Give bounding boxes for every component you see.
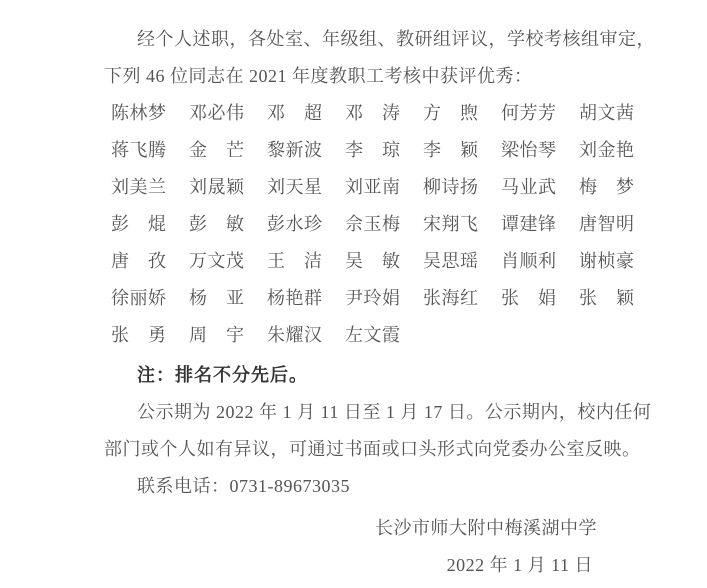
name-cell: 何芳芳 <box>501 103 557 123</box>
intro-line-1: 经个人述职，各处室、年级组、教研组评议，学校考核组审定， <box>137 29 655 49</box>
name-cell: 陈林梦 <box>111 103 167 123</box>
name-row-6 <box>104 280 647 317</box>
name-cell: 刘亚南 <box>345 177 401 197</box>
name-cell: 马业武 <box>501 177 557 197</box>
name-cell: 彭水珍 <box>267 214 323 234</box>
name-row-2 <box>104 132 647 169</box>
name-cell: 周 宇 <box>189 325 245 345</box>
name-cell: 宋翔飞 <box>423 214 479 234</box>
intro-line-2: 下列 46 位同志在 2021 年度教职工考核中获评优秀： <box>104 66 533 86</box>
name-row-7 <box>104 317 647 354</box>
name-cell: 杨 亚 <box>189 288 245 308</box>
ranking-note: 注：排名不分先后。 <box>137 365 308 385</box>
name-cell: 唐智明 <box>579 214 635 234</box>
name-cell: 蒋飞腾 <box>111 140 167 160</box>
name-cell: 谭建锋 <box>501 214 557 234</box>
name-cell: 梁怡琴 <box>501 140 557 160</box>
name-cell: 佘玉梅 <box>345 214 401 234</box>
name-cell: 柳诗扬 <box>423 177 479 197</box>
name-cell: 唐 孜 <box>111 251 167 271</box>
contact-phone-line: 联系电话：0731-89673035 <box>137 476 350 496</box>
name-cell: 万文茂 <box>189 251 245 271</box>
publicity-line-2: 部门或个人如有异议，可通过书面或口头形式向党委办公室反映。 <box>104 439 641 459</box>
name-row-1 <box>104 95 647 132</box>
name-row-4 <box>104 206 647 243</box>
name-cell: 张海红 <box>423 288 479 308</box>
name-cell: 张 娟 <box>501 288 557 308</box>
signature-school-name: 长沙市师大附中梅溪湖中学 <box>375 518 597 538</box>
name-cell: 吴思瑶 <box>423 251 479 271</box>
name-cell: 刘晟颖 <box>189 177 245 197</box>
name-cell: 张 颖 <box>579 288 635 308</box>
name-cell: 张 勇 <box>111 325 167 345</box>
name-cell: 李 颖 <box>423 140 479 160</box>
name-row-5 <box>104 243 647 280</box>
name-row-3 <box>104 169 647 206</box>
name-cell: 金 芒 <box>189 140 245 160</box>
name-cell: 左文霞 <box>345 325 401 345</box>
name-cell: 杨艳群 <box>267 288 323 308</box>
name-cell: 刘天星 <box>267 177 323 197</box>
name-cell: 王 洁 <box>267 251 323 271</box>
name-cell: 吴 敏 <box>345 251 401 271</box>
name-cell: 刘金艳 <box>579 140 635 160</box>
name-cell: 胡文茜 <box>579 103 635 123</box>
name-cell: 黎新波 <box>267 140 323 160</box>
name-cell: 邓必伟 <box>189 103 245 123</box>
name-cell: 刘美兰 <box>111 177 167 197</box>
name-cell: 谢桢豪 <box>579 251 635 271</box>
name-cell: 尹玲娟 <box>345 288 401 308</box>
publicity-line-1: 公示期为 2022 年 1 月 11 日至 1 月 17 日。公示期内，校内任何 <box>137 402 652 422</box>
name-cell: 梅 梦 <box>579 177 635 197</box>
name-cell: 徐丽娇 <box>111 288 167 308</box>
name-cell: 朱耀汉 <box>267 325 323 345</box>
name-cell: 李 琼 <box>345 140 401 160</box>
name-cell: 方 煦 <box>423 103 479 123</box>
name-cell: 彭 敏 <box>189 214 245 234</box>
signature-date: 2022 年 1 月 11 日 <box>446 555 593 575</box>
name-cell: 肖顺利 <box>501 251 557 271</box>
name-cell: 彭 焜 <box>111 214 167 234</box>
signature-block <box>104 510 647 584</box>
name-cell: 邓 涛 <box>345 103 401 123</box>
name-cell: 邓 超 <box>267 103 323 123</box>
